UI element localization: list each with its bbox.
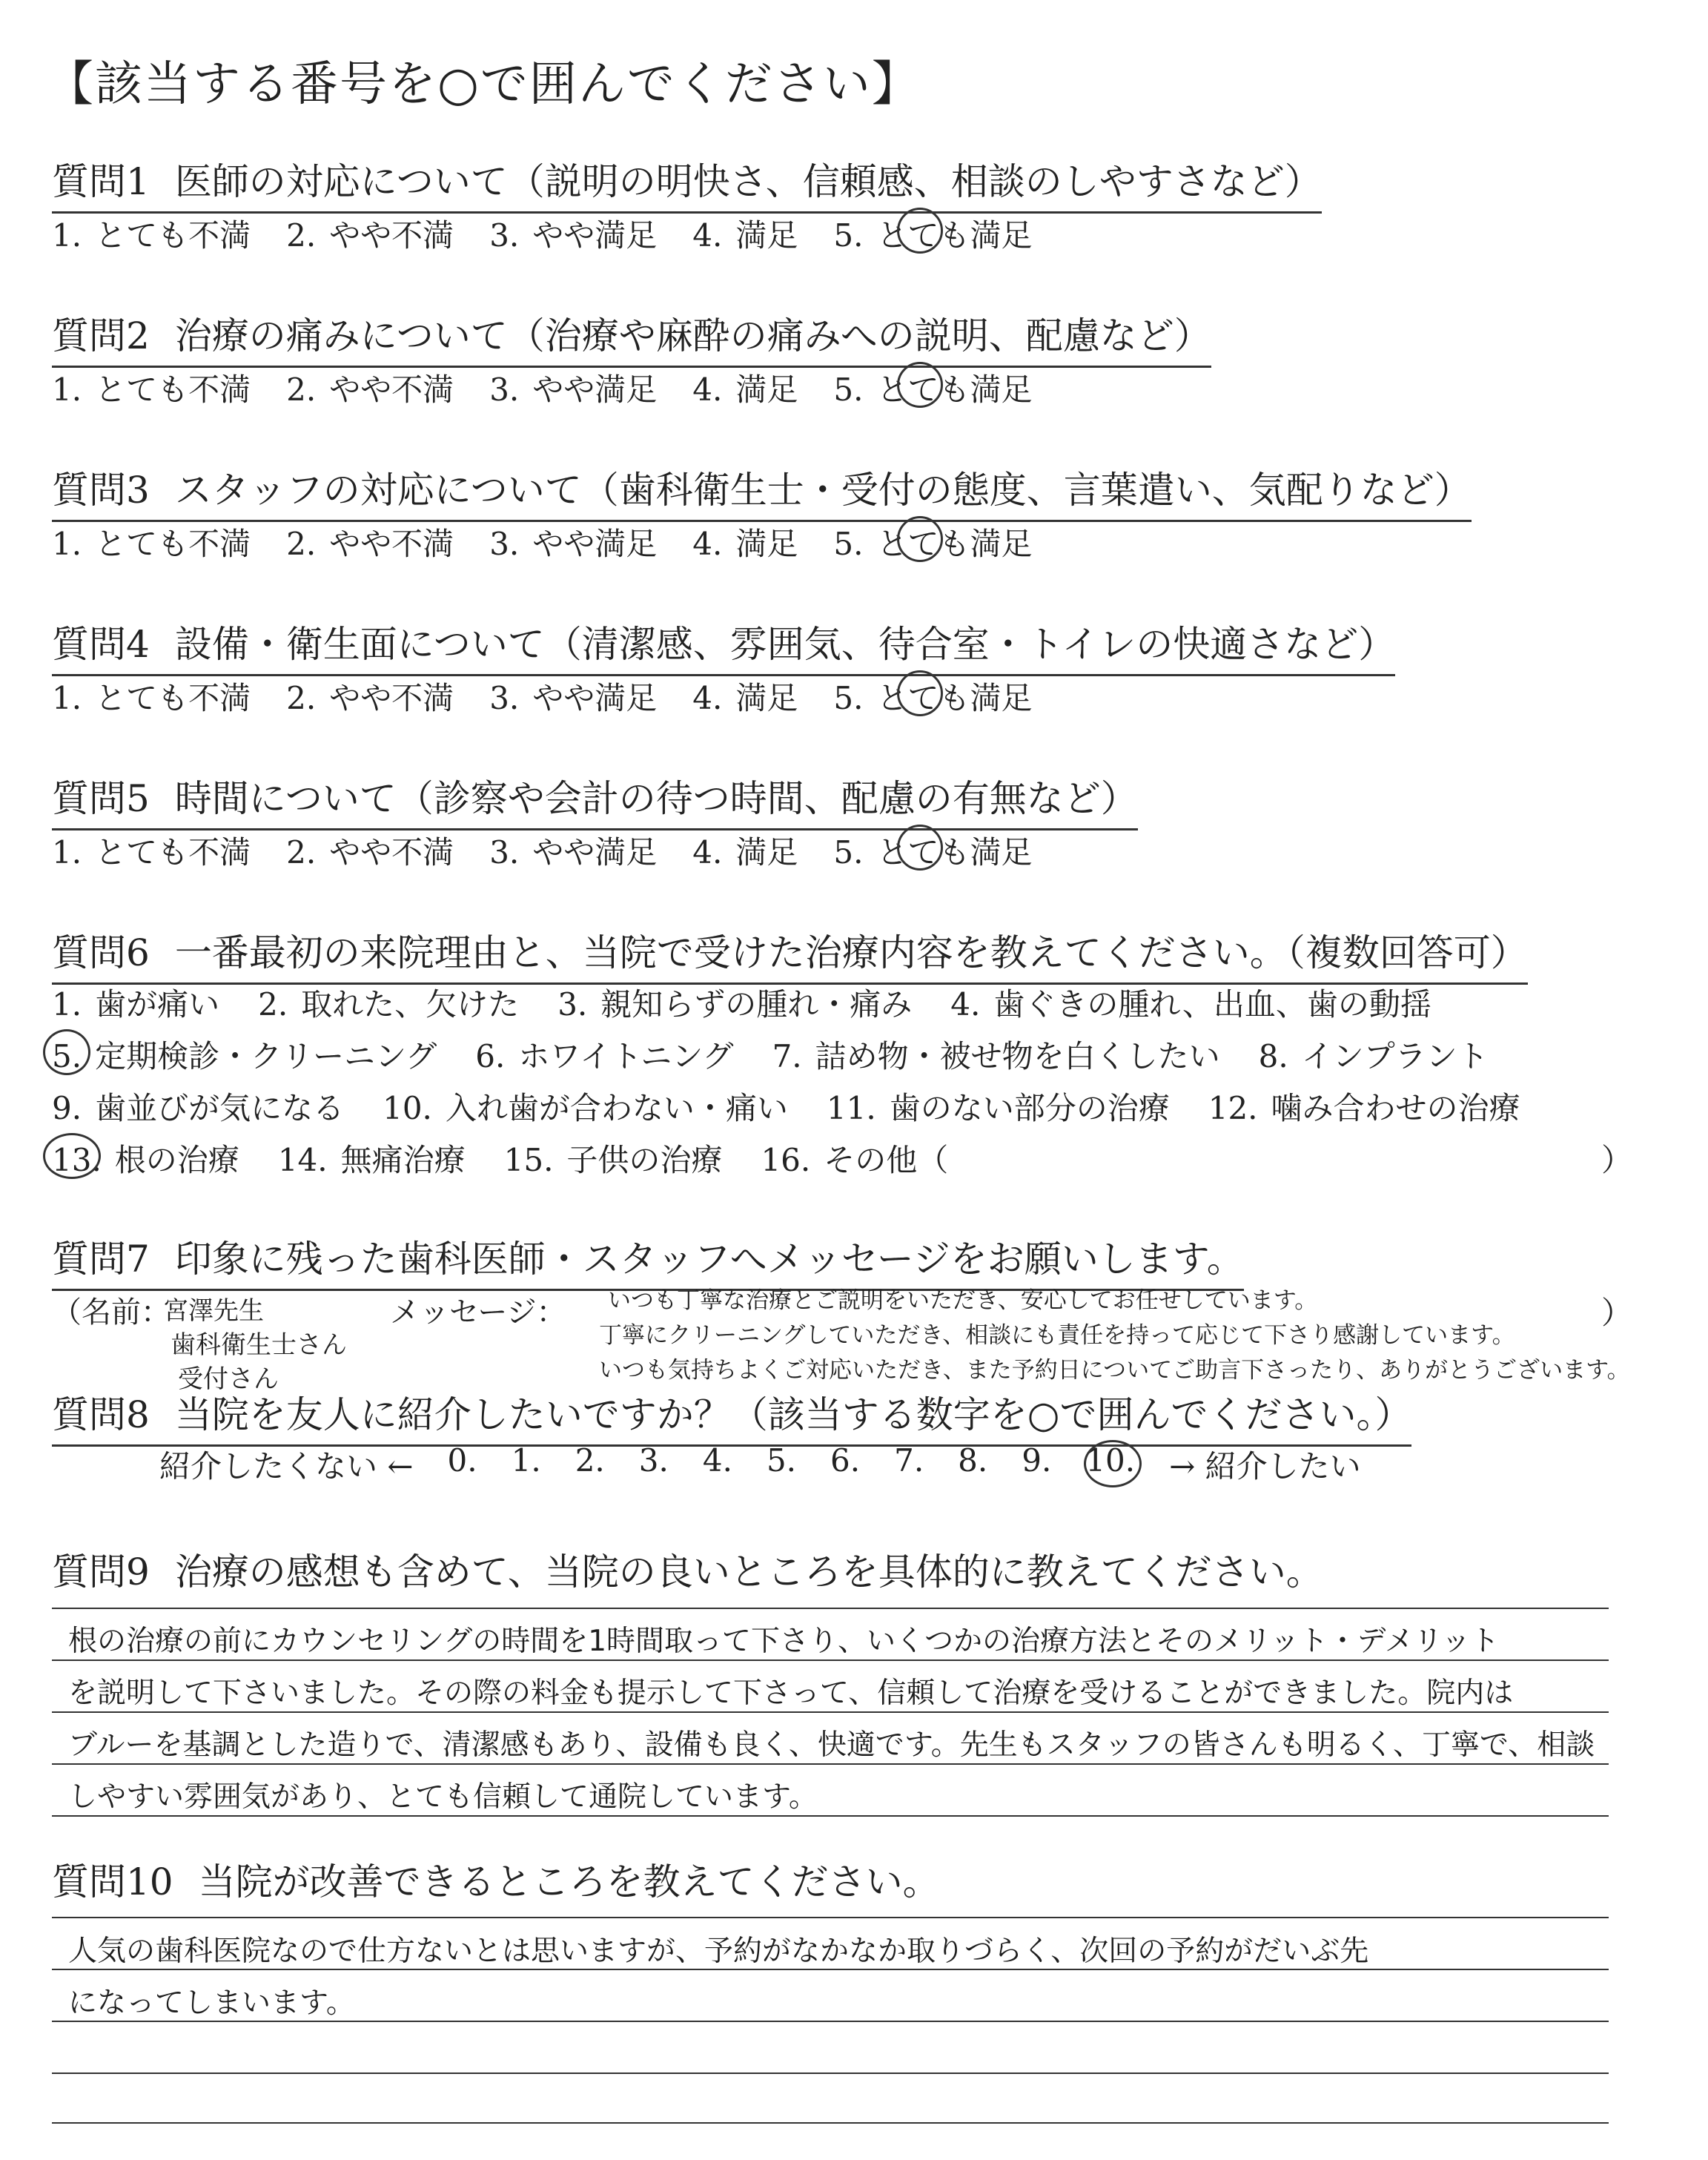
q4-option-5[interactable]: 5. とても満足 bbox=[833, 680, 1033, 716]
question-5-options bbox=[52, 828, 1068, 873]
q10-answer-line-1: 人気の歯科医院なので仕方ないとは思いますが、予約がなかなか取りづらく、次回の予約がだいぶ先 bbox=[68, 1935, 1369, 1968]
q8-scale bbox=[159, 1442, 1395, 1487]
question-9-label: 質問9 bbox=[52, 1550, 150, 1593]
q3-option-2[interactable]: 2. やや不満 bbox=[286, 526, 454, 562]
question-5-title bbox=[52, 769, 1138, 830]
q6-close-paren: ） bbox=[1601, 1142, 1633, 1178]
q2-option-2[interactable]: 2. やや不満 bbox=[286, 371, 454, 408]
q7-message-2: 丁寧にクリーニングしていただき、相談にも責任を持って応じて下さり感謝しています。 bbox=[599, 1322, 1515, 1349]
q9-ruled-line-5 bbox=[52, 1815, 1609, 1817]
question-10-text: 当院が改善できるところを教えてください。 bbox=[198, 1860, 940, 1903]
q7-message-3: いつも気持ちよくご対応いただき、また予約日についてご助言下さったり、ありがとうございます。 bbox=[599, 1357, 1630, 1384]
q9-answer-line-1: 根の治療の前にカウンセリングの時間を1時間取って下さり、いくつかの治療方法とそのメリット・デメリット bbox=[68, 1625, 1500, 1658]
question-6-label: 質問6 bbox=[52, 931, 150, 974]
q6-option-3[interactable]: 3. 親知らずの腫れ・痛み bbox=[557, 986, 913, 1023]
q10-ruled-line-2 bbox=[52, 1969, 1609, 1970]
q10-ruled-line-4 bbox=[52, 2073, 1609, 2074]
q6-row-4 bbox=[52, 1136, 987, 1180]
q6-option-5[interactable]: 5. 定期検診・クリーニング bbox=[52, 1038, 437, 1074]
q4-option-4[interactable]: 4. 満足 bbox=[692, 680, 798, 716]
q1-option-2[interactable]: 2. やや不満 bbox=[286, 217, 454, 254]
question-2-label: 質問2 bbox=[52, 314, 150, 357]
q2-option-1[interactable]: 1. とても不満 bbox=[52, 371, 251, 408]
q9-answer-line-2: を説明して下さいました。その際の料金も提示して下さって、信頼して治療を受けることができました。院内は bbox=[68, 1677, 1514, 1710]
question-3-title bbox=[52, 460, 1472, 522]
question-3-options bbox=[52, 520, 1068, 564]
question-8-title bbox=[52, 1385, 1411, 1447]
question-6-title bbox=[52, 923, 1528, 985]
q8-scale-4[interactable]: 4. bbox=[702, 1442, 732, 1479]
question-4-text: 設備・衛生面について（清潔感、雰囲気、待合室・トイレの快適さなど） bbox=[174, 623, 1396, 666]
q6-option-12[interactable]: 12. 噛み合わせの治療 bbox=[1208, 1090, 1520, 1126]
q3-option-3[interactable]: 3. やや満足 bbox=[489, 526, 658, 562]
q7-message-label: メッセージ： bbox=[390, 1295, 566, 1330]
q10-ruled-line-1 bbox=[52, 1917, 1609, 1918]
q8-scale-5[interactable]: 5. bbox=[766, 1442, 797, 1479]
q6-option-14[interactable]: 14. 無痛治療 bbox=[277, 1142, 466, 1178]
q9-answer-line-4: しやすい雰囲気があり、とても信頼して通院しています。 bbox=[68, 1780, 818, 1814]
q8-scale-2[interactable]: 2. bbox=[575, 1442, 605, 1479]
q5-option-2[interactable]: 2. やや不満 bbox=[286, 834, 454, 871]
question-10-label: 質問10 bbox=[52, 1860, 173, 1903]
question-6-text: 一番最初の来院理由と、当院で受けた治療内容を教えてください。（複数回答可） bbox=[174, 931, 1528, 974]
question-9-text: 治療の感想も含めて、当院の良いところを具体的に教えてください。 bbox=[174, 1550, 1323, 1593]
q8-scale-8[interactable]: 8. bbox=[958, 1442, 988, 1479]
q7-message-1: いつも丁寧な治療とご説明をいただき、安心してお任せしています。 bbox=[608, 1287, 1318, 1314]
q6-row-1 bbox=[52, 980, 1470, 1025]
q6-option-2[interactable]: 2. 取れた、欠けた bbox=[258, 986, 520, 1023]
q8-scale-0[interactable]: 0. bbox=[447, 1442, 477, 1479]
question-4-label: 質問4 bbox=[52, 623, 150, 666]
q1-option-3[interactable]: 3. やや満足 bbox=[489, 217, 658, 254]
q8-scale-9[interactable]: 9. bbox=[1022, 1442, 1052, 1479]
q6-option-9[interactable]: 9. 歯並びが気になる bbox=[52, 1090, 345, 1126]
q5-option-4[interactable]: 4. 満足 bbox=[692, 834, 798, 871]
q8-left-label: 紹介したくない ← bbox=[159, 1448, 414, 1484]
q10-ruled-line-3 bbox=[52, 2021, 1609, 2022]
q9-ruled-line-3 bbox=[52, 1711, 1609, 1713]
q8-scale-6[interactable]: 6. bbox=[830, 1442, 861, 1479]
question-8-label: 質問8 bbox=[52, 1393, 150, 1436]
q7-name-1: 宮澤先生 bbox=[163, 1296, 264, 1326]
question-2-text: 治療の痛みについて（治療や麻酔の痛みへの説明、配慮など） bbox=[174, 314, 1211, 357]
question-1-title bbox=[52, 152, 1322, 214]
question-2-title bbox=[52, 306, 1211, 368]
question-4-options bbox=[52, 674, 1068, 719]
q6-row-2 bbox=[52, 1032, 1527, 1077]
q1-option-4[interactable]: 4. 満足 bbox=[692, 217, 798, 254]
q7-name-3: 受付さん bbox=[178, 1364, 279, 1394]
q4-option-2[interactable]: 2. やや不満 bbox=[286, 680, 454, 716]
q8-right-label: → 紹介したい bbox=[1169, 1448, 1361, 1484]
q3-option-1[interactable]: 1. とても不満 bbox=[52, 526, 251, 562]
q9-ruled-line-4 bbox=[52, 1763, 1609, 1765]
q5-option-5[interactable]: 5. とても満足 bbox=[833, 834, 1033, 871]
q4-option-1[interactable]: 1. とても不満 bbox=[52, 680, 251, 716]
question-7-text: 印象に残った歯科医師・スタッフへメッセージをお願いします。 bbox=[174, 1238, 1244, 1281]
q6-option-16[interactable]: 16. その他（ bbox=[761, 1142, 949, 1178]
q1-option-5[interactable]: 5. とても満足 bbox=[833, 217, 1033, 254]
q8-scale-1[interactable]: 1. bbox=[511, 1442, 541, 1479]
question-1-label: 質問1 bbox=[52, 160, 150, 203]
q6-option-6[interactable]: 6. ホワイトニング bbox=[475, 1038, 734, 1074]
q6-option-1[interactable]: 1. 歯が痛い bbox=[52, 986, 220, 1023]
q5-option-1[interactable]: 1. とても不満 bbox=[52, 834, 251, 871]
q5-option-3[interactable]: 3. やや満足 bbox=[489, 834, 658, 871]
q7-name-block bbox=[52, 1289, 347, 1394]
question-10-title bbox=[52, 1852, 940, 1912]
q6-option-8[interactable]: 8. インプラント bbox=[1258, 1038, 1489, 1074]
q8-scale-10[interactable]: 10. bbox=[1085, 1442, 1136, 1479]
question-5-text: 時間について（診察や会計の待つ時間、配慮の有無など） bbox=[174, 777, 1138, 820]
question-5-label: 質問5 bbox=[52, 777, 150, 820]
question-7-label: 質問7 bbox=[52, 1238, 150, 1281]
q9-ruled-line-2 bbox=[52, 1659, 1609, 1661]
q7-name-label: （名前： bbox=[52, 1295, 171, 1330]
q1-option-1[interactable]: 1. とても不満 bbox=[52, 217, 251, 254]
q6-option-13[interactable]: 13. 根の治療 bbox=[52, 1142, 239, 1178]
q9-ruled-line-1 bbox=[52, 1608, 1609, 1609]
question-1-options bbox=[52, 211, 1068, 256]
question-9-title bbox=[52, 1542, 1323, 1602]
q3-option-4[interactable]: 4. 満足 bbox=[692, 526, 798, 562]
q6-row-3 bbox=[52, 1084, 1559, 1129]
q6-option-4[interactable]: 4. 歯ぐきの腫れ、出血、歯の動揺 bbox=[950, 986, 1431, 1023]
question-1-text: 医師の対応について（説明の明快さ、信頼感、相談のしやすさなど） bbox=[174, 160, 1322, 203]
q2-option-5[interactable]: 5. とても満足 bbox=[833, 371, 1033, 408]
question-4-title bbox=[52, 615, 1395, 676]
question-8-text: 当院を友人に紹介したいですか？（該当する数字を○で囲んでください。） bbox=[174, 1393, 1412, 1436]
page-heading: 【該当する番号を○で囲んでください】 bbox=[46, 57, 921, 112]
q7-close-paren: ） bbox=[1601, 1295, 1633, 1331]
q4-option-3[interactable]: 3. やや満足 bbox=[489, 680, 658, 716]
q10-ruled-line-5 bbox=[52, 2122, 1609, 2124]
q3-option-5[interactable]: 5. とても満足 bbox=[833, 526, 1033, 562]
q6-option-10[interactable]: 10. 入れ歯が合わない・痛い bbox=[383, 1090, 788, 1126]
question-2-options bbox=[52, 366, 1068, 410]
q9-answer-line-3: ブルーを基調とした造りで、清潔感もあり、設備も良く、快適です。先生もスタッフの皆さんも明るく、丁寧で、相談 bbox=[68, 1728, 1595, 1762]
q8-scale-3[interactable]: 3. bbox=[638, 1442, 669, 1479]
q6-option-7[interactable]: 7. 詰め物・被せ物を白くしたい bbox=[772, 1038, 1220, 1074]
question-3-label: 質問3 bbox=[52, 469, 150, 512]
q6-option-15[interactable]: 15. 子供の治療 bbox=[503, 1142, 723, 1178]
q7-name-2: 歯科衛生士さん bbox=[171, 1330, 347, 1360]
q10-answer-line-2: になってしまいます。 bbox=[68, 1986, 355, 2020]
q2-option-3[interactable]: 3. やや満足 bbox=[489, 371, 658, 408]
q6-option-11[interactable]: 11. 歯のない部分の治療 bbox=[826, 1090, 1170, 1126]
q8-scale-7[interactable]: 7. bbox=[894, 1442, 924, 1479]
question-3-text: スタッフの対応について（歯科衛生士・受付の態度、言葉遣い、気配りなど） bbox=[174, 469, 1472, 512]
q2-option-4[interactable]: 4. 満足 bbox=[692, 371, 798, 408]
